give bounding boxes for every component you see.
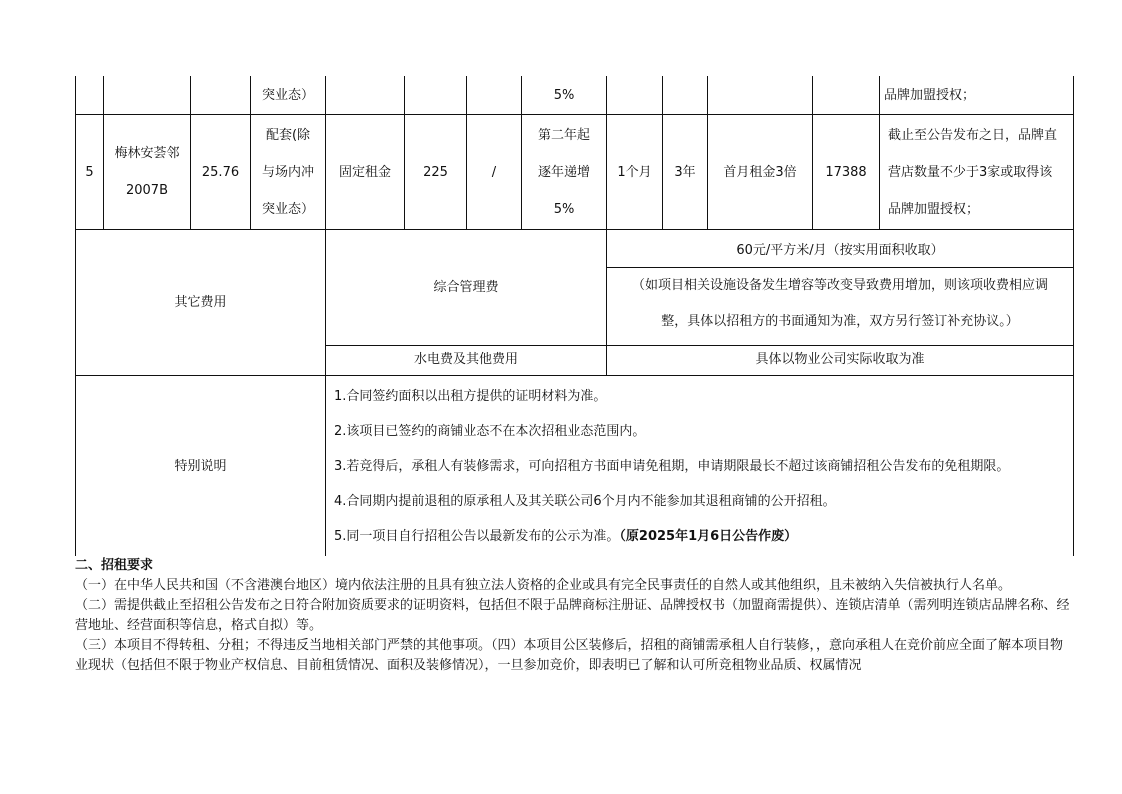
utility-fee-value: 具体以物业公司实际收取为准	[607, 345, 1074, 375]
mgmt-fee-note-line: 整，具体以招租方的书面通知为准，双方另行签订补充协议。）	[661, 314, 1019, 330]
utility-fee-label: 水电费及其他费用	[326, 345, 607, 375]
cell-first-rent: 17388	[813, 115, 880, 230]
cell-slash: /	[467, 115, 522, 230]
table-row-mgmt-fee	[76, 230, 1074, 346]
special-item-5	[330, 519, 1069, 554]
cell-requirement-continued: 品牌加盟授权；	[880, 76, 1074, 115]
cell-empty	[813, 76, 880, 115]
cell-term: 3年	[663, 115, 708, 230]
cell-empty	[104, 76, 191, 115]
table-row-continued	[76, 76, 1074, 115]
cell-shop-name	[104, 115, 191, 230]
requirement-line: 品牌加盟授权；	[888, 201, 980, 217]
increase-line: 5%	[553, 201, 575, 217]
cell-requirement	[880, 115, 1074, 230]
cell-empty	[191, 76, 251, 115]
cell-area: 25.76	[191, 115, 251, 230]
cell-increase	[522, 115, 607, 230]
cell-no: 5	[76, 115, 104, 230]
cell-empty	[405, 76, 467, 115]
cell-free-period: 1个月	[607, 115, 663, 230]
table-row-special	[76, 376, 1074, 557]
mgmt-fee-label: 综合管理费	[326, 230, 607, 346]
cell-empty	[708, 76, 813, 115]
cell-empty	[467, 76, 522, 115]
requirement-line: 截止至公告发布之日，品牌直	[888, 127, 1058, 143]
mgmt-fee-cell	[607, 230, 1074, 346]
special-item: 1.合同签约面积以出租方提供的证明材料为准。	[334, 388, 607, 404]
increase-line: 第二年起	[537, 127, 590, 143]
special-item: 4.合同期内提前退租的原承租人及其关联公司6个月内不能参加其退租商铺的公开招租。	[334, 493, 836, 509]
cell-empty	[326, 76, 405, 115]
special-item: 2.该项目已签约的商铺业态不在本次招租业态范围内。	[334, 423, 646, 439]
section-title: 二、招租要求	[75, 558, 154, 573]
requirements-section	[75, 556, 1075, 676]
mgmt-fee-value: 60元/平方米/月（按实用面积收取）	[607, 234, 1073, 268]
format-line: 配套(除	[265, 127, 311, 143]
cell-increase-continued: 5%	[522, 76, 607, 115]
special-item-5-text: 5.同一项目自行招租公告以最新发布的公示为准。	[334, 528, 620, 544]
cell-format-continued: 突业态）	[251, 76, 326, 115]
requirement-line: 营店数量不少于3家或取得该	[888, 164, 1053, 180]
cell-empty	[607, 76, 663, 115]
lease-table	[75, 76, 1074, 556]
shop-name-line: 2007B	[125, 183, 168, 198]
cell-rent-type: 固定租金	[326, 115, 405, 230]
cell-price: 225	[405, 115, 467, 230]
special-item: 3.若竞得后，承租人有装修需求，可向招租方书面申请免租期，申请期限最长不超过该商铺招租公告发布的免租期限。	[334, 458, 1010, 474]
cell-format	[251, 115, 326, 230]
section-paragraph: （三）本项目不得转租、分租；不得违反当地相关部门严禁的其他事项。（四）本项目公区装修后，招租的商铺需承租人自行装修，，意向承租人在竞价前应全面了解本项目物业现状（包括但不限于物业产权信息、目前租赁情况、面积及装修情况），一旦参加竞价，即表明已了解和认可所竞租物业品质、权属情况	[75, 638, 1064, 673]
section-paragraph: （二）需提供截止至招租公告发布之日符合附加资质要求的证明资料，包括但不限于品牌商标注册证、品牌授权书（加盟商需提供）、连锁店清单（需列明连锁店品牌名称、经营地址、经营面积等信息，格式自拟）等。	[75, 598, 1070, 633]
other-fees-label: 其它费用	[76, 230, 326, 376]
special-label: 特别说明	[76, 376, 326, 557]
section-paragraph: （一）在中华人民共和国（不含港澳台地区）境内依法注册的且具有独立法人资格的企业或具有完全民事责任的自然人或其他组织，且未被纳入失信被执行人名单。	[75, 578, 1012, 593]
mgmt-fee-note-line: （如项目相关设施设备发生增容等改变导致费用增加，则该项收费相应调	[631, 278, 1048, 294]
cell-empty	[76, 76, 104, 115]
format-line: 突业态）	[261, 201, 314, 217]
special-items	[326, 376, 1074, 557]
table-row	[76, 115, 1074, 230]
mgmt-fee-note	[607, 268, 1073, 340]
special-item-5-bold: （原2025年1月6日公告作废）	[619, 528, 798, 544]
cell-empty	[663, 76, 708, 115]
format-line: 与场内冲	[261, 164, 314, 180]
cell-deposit: 首月租金3倍	[708, 115, 813, 230]
shop-name-line: 梅林安荟邻	[114, 146, 180, 161]
increase-line: 逐年递增	[537, 164, 590, 180]
